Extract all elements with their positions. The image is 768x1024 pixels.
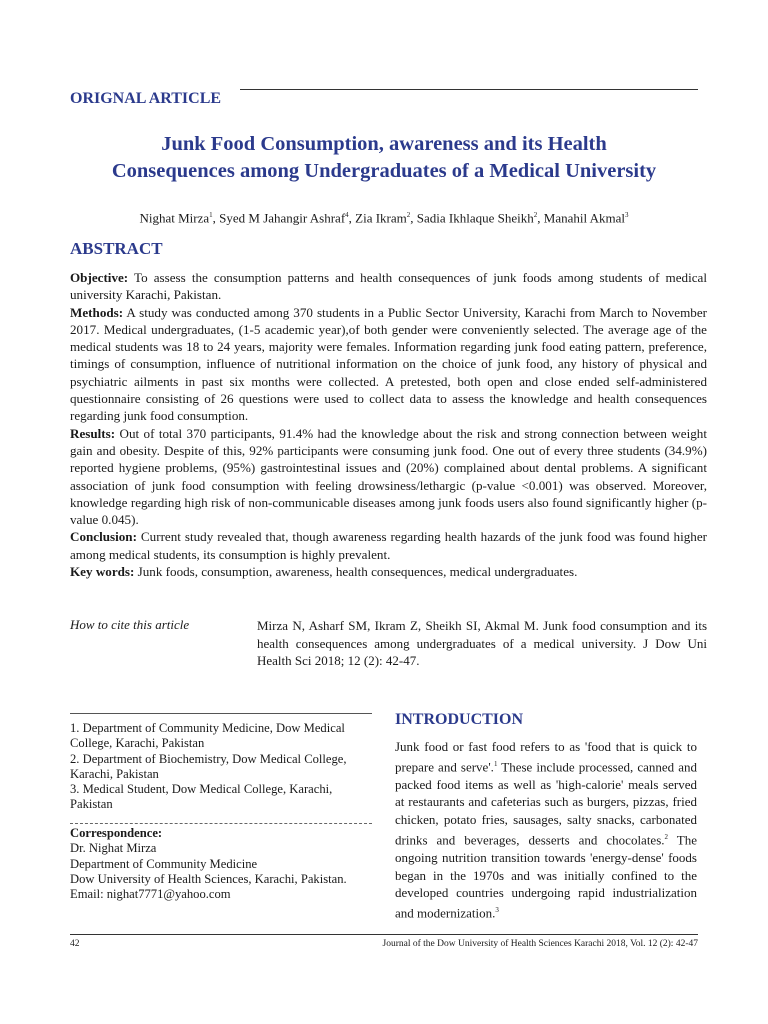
citation-text: Mirza N, Asharf SM, Ikram Z, Sheikh SI, Akmal M. Junk food consumption and its health consequences among undergraduates of a medical university. J Dow Uni Health Sci 2018; 12 (2): 42-47.: [257, 618, 707, 668]
page-number: 42: [70, 939, 80, 949]
article-title: [60, 131, 708, 185]
title-line-2: Consequences among Undergraduates of a Medical University: [111, 160, 657, 182]
reference-marker: 2: [664, 832, 669, 841]
footer-rule: [70, 934, 698, 935]
abstract-body: [70, 269, 707, 580]
author-affiliation-ref: 4: [345, 211, 349, 219]
objective-label: Objective:: [70, 270, 129, 285]
author: Syed M Jahangir Ashraf: [219, 210, 346, 226]
correspondence-heading: Correspondence:: [70, 826, 163, 840]
journal-footer: Journal of the Dow University of Health Sciences Karachi 2018, Vol. 12 (2): 42-47: [382, 939, 698, 949]
affiliation-item: 3. Medical Student, Dow Medical College, Karachi, Pakistan: [70, 782, 333, 812]
abstract-results: [70, 425, 707, 529]
correspondence-line: Department of Community Medicine: [70, 856, 258, 871]
author: Manahil Akmal: [543, 210, 626, 226]
affiliation-item: 2. Department of Biochemistry, Dow Medical College, Karachi, Pakistan: [70, 751, 347, 781]
abstract-conclusion: [70, 528, 707, 563]
conclusion-label: Conclusion:: [70, 529, 137, 545]
section-label: ORIGNAL ARTICLE: [70, 90, 222, 107]
affiliation-list: [70, 721, 370, 813]
author: Sadia Ikhlaque Sheikh: [416, 210, 534, 226]
correspondence-block: [70, 826, 370, 902]
correspondence-line: Dow University of Health Sciences, Karachi, Pakistan.: [70, 871, 347, 886]
affiliation-item: 1. Department of Community Medicine, Dow Medical College, Karachi, Pakistan: [70, 721, 345, 751]
introduction-text: [395, 738, 697, 922]
methods-label: Methods:: [70, 304, 124, 320]
header-rule: [240, 89, 698, 90]
abstract-keywords: [70, 563, 707, 580]
keywords-label: Key words:: [70, 564, 135, 580]
reference-marker: 1: [493, 759, 498, 768]
results-label: Results:: [70, 425, 116, 441]
title-line-1: Junk Food Consumption, awareness and its Health: [161, 133, 607, 155]
abstract-objective: [70, 269, 707, 304]
author: Nighat Mirza: [139, 210, 210, 226]
intro-part-2: These include processed, canned and packed food items as well as 'high-calorie' meals served at restaurants and cafeterias such as burgers, pizzas, fried chicken, potato fries, sausages, salty snacks, carbonated drinks and beverages, desserts and chocolates.: [395, 759, 698, 848]
methods-text: A study was conducted among 370 students in a Public Sector University, Karachi from March to November 2017. Medical undergraduates, (1-5 academic year),of both gender were conveniently selected. The average age of the medical students was 18 to 24 years, majority were females. Information regarding junk food eating pattern, preference, timings of consumption, influence of nutritional information on the choice of junk food, any history of physical and psychiatric ailments in past six months were collected. A pretested, both open and close ended self-administered questionnaire consisting of 26 questions were used to collect data to assess the knowledge and health consequences regarding junk food consumption.: [70, 304, 707, 424]
abstract-methods: [70, 304, 707, 425]
author-affiliation-ref: 2: [406, 211, 411, 219]
author-affiliation-ref: 1: [209, 211, 213, 219]
correspondence-email: Email: nighat7771@yahoo.com: [70, 887, 231, 902]
reference-marker: 3: [495, 905, 499, 914]
author-affiliation-ref: 2: [533, 211, 538, 219]
correspondence-divider: [70, 823, 372, 824]
results-text: Out of total 370 participants, 91.4% had the knowledge about the risk and strong connection between weight gain and obesity. Despite of this, 92% participants were consuming junk food. One out of every three students (34.9%) reported hygiene problems, (95%) gastrointestinal issues and (20%) complained about dental problems. A significant association of junk food consumption with feeling drowsiness/lethargic (p-value <0.001) was observed. Moreover, knowledge regarding high risk of non-communicable diseases among junk foods users also found significantly higher (p-value 0.045).: [70, 425, 707, 528]
affiliation-rule: [70, 713, 372, 714]
author-affiliation-ref: 3: [625, 211, 629, 219]
introduction-heading: INTRODUCTION: [395, 711, 524, 728]
keywords-text: Junk foods, consumption, awareness, health consequences, medical undergraduates.: [134, 564, 578, 580]
abstract-heading: ABSTRACT: [70, 239, 163, 258]
author-list: Nighat Mirza$^1$, Syed M Jahangir Ashraf$^4$, Zia Ikram$^2$, Sadia Ikhlaque Sheikh$^2$, Manahil Akmal$^3$: [139, 210, 629, 226]
objective-text: To assess the consumption patterns and health consequences of junk foods among students of medical university Karachi, Pakistan.: [70, 270, 707, 303]
conclusion-text: Current study revealed that, though awareness regarding health hazards of the junk food was found higher among medical students, its consumption is highly prevalent.: [70, 529, 707, 562]
intro-part-3: The ongoing nutrition transition towards 'energy-dense' foods began in the 1970s and was initially confined to the developed countries undergoing rapid industrialization and modernization.: [395, 832, 698, 921]
citation-label: How to cite this article: [70, 617, 190, 632]
intro-part-1: Junk food or fast food refers to as 'food that is quick to prepare and serve'.: [395, 739, 697, 775]
correspondence-line: Dr. Nighat Mirza: [70, 841, 157, 856]
author: Zia Ikram: [355, 210, 407, 226]
